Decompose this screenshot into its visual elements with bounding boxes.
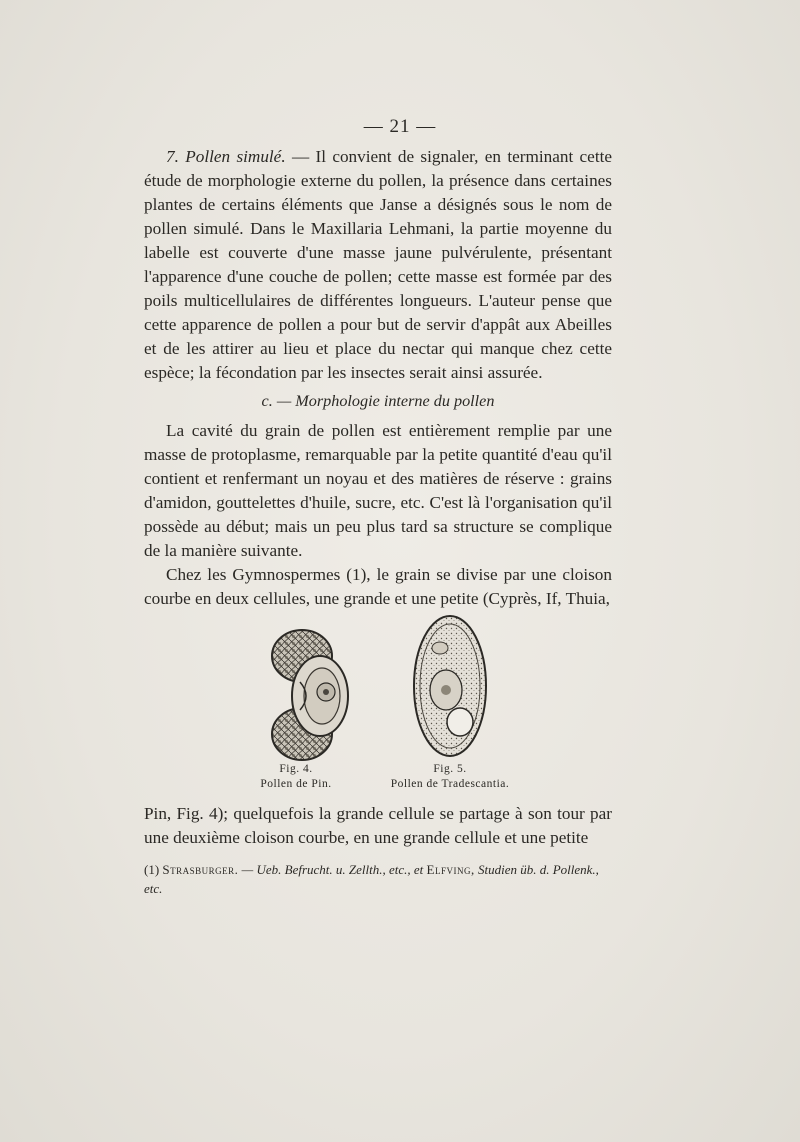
tradescantia-pollen-illustration	[410, 612, 490, 762]
page-number: — 21 —	[363, 116, 437, 137]
footnote-work-1: — Ueb. Befrucht. u. Zellth., etc., et	[241, 862, 424, 877]
figures-area	[0, 612, 800, 794]
figure-4-caption	[216, 762, 376, 792]
paragraph-gymnospermes: Chez les Gymnospermes (1), le grain se divise par une cloison courbe en deux cellules, une grande et une petite (Cyprès, If, Thuia,	[144, 565, 612, 608]
section-text: — Il convient de signaler, en terminant cette étude de morphologie externe du pollen, la présence dans certaines plantes de certains éléments que Janse a désignés sous le nom de pollen simulé. Dans le Maxillaria Lehmani, la partie moyenne du labelle est couverte d'une masse jaune pulvérulente, présentant l'apparence d'une couche de pollen; cette masse est formée par des poils multicellulaires de différentes longueurs. L'auteur pense que cette apparence de pollen a pour but de servir d'appât aux Abeilles et de les attirer au lieu et place du nectar qui manque chez cette espèce; la fécondation par les insectes serait ainsi assurée.	[144, 147, 612, 382]
footnote	[144, 860, 614, 898]
section-pollen-simule	[144, 145, 612, 385]
pine-pollen-illustration	[262, 626, 362, 768]
paragraph-morphologie: La cavité du grain de pollen est entièrement remplie par une masse de protoplasme, remarquable par la petite quantité d'eau qu'il contient et renfermant un noyau et des matières de réserve : grains d'amidon, gouttelettes d'huile, sucre, etc. C'est là l'organisation qu'il possède au début; mais un peu plus tard sa structure se complique de la manière suivante.	[144, 421, 612, 560]
figure-5-label: Fig. 5.	[433, 763, 467, 775]
figure-5-caption	[370, 762, 530, 792]
section-lead: 7. Pollen simulé.	[166, 147, 286, 166]
footnote-work-2: Studien üb. d. Pollenk., etc.	[144, 862, 599, 896]
footnote-author-2: Elfving,	[426, 862, 475, 877]
figure-4-label: Fig. 4.	[279, 763, 313, 775]
paragraph-continuation: Pin, Fig. 4); quelquefois la grande cellule se partage à son tour par une deuxième cloison courbe, en une grande cellule et une petite	[144, 804, 612, 847]
subsection-heading-block	[144, 390, 612, 412]
footnote-author-1: Strasburger.	[162, 862, 239, 877]
figure-4-title: Pollen de Pin.	[260, 778, 332, 790]
paragraph-pollen-simule	[144, 145, 612, 385]
continuation-block	[144, 802, 612, 850]
body-text	[144, 419, 612, 611]
footnote-marker: (1)	[144, 862, 160, 877]
figure-5-title: Pollen de Tradescantia.	[390, 778, 510, 790]
subsection-heading: c. — Morphologie interne du pollen	[261, 392, 495, 410]
